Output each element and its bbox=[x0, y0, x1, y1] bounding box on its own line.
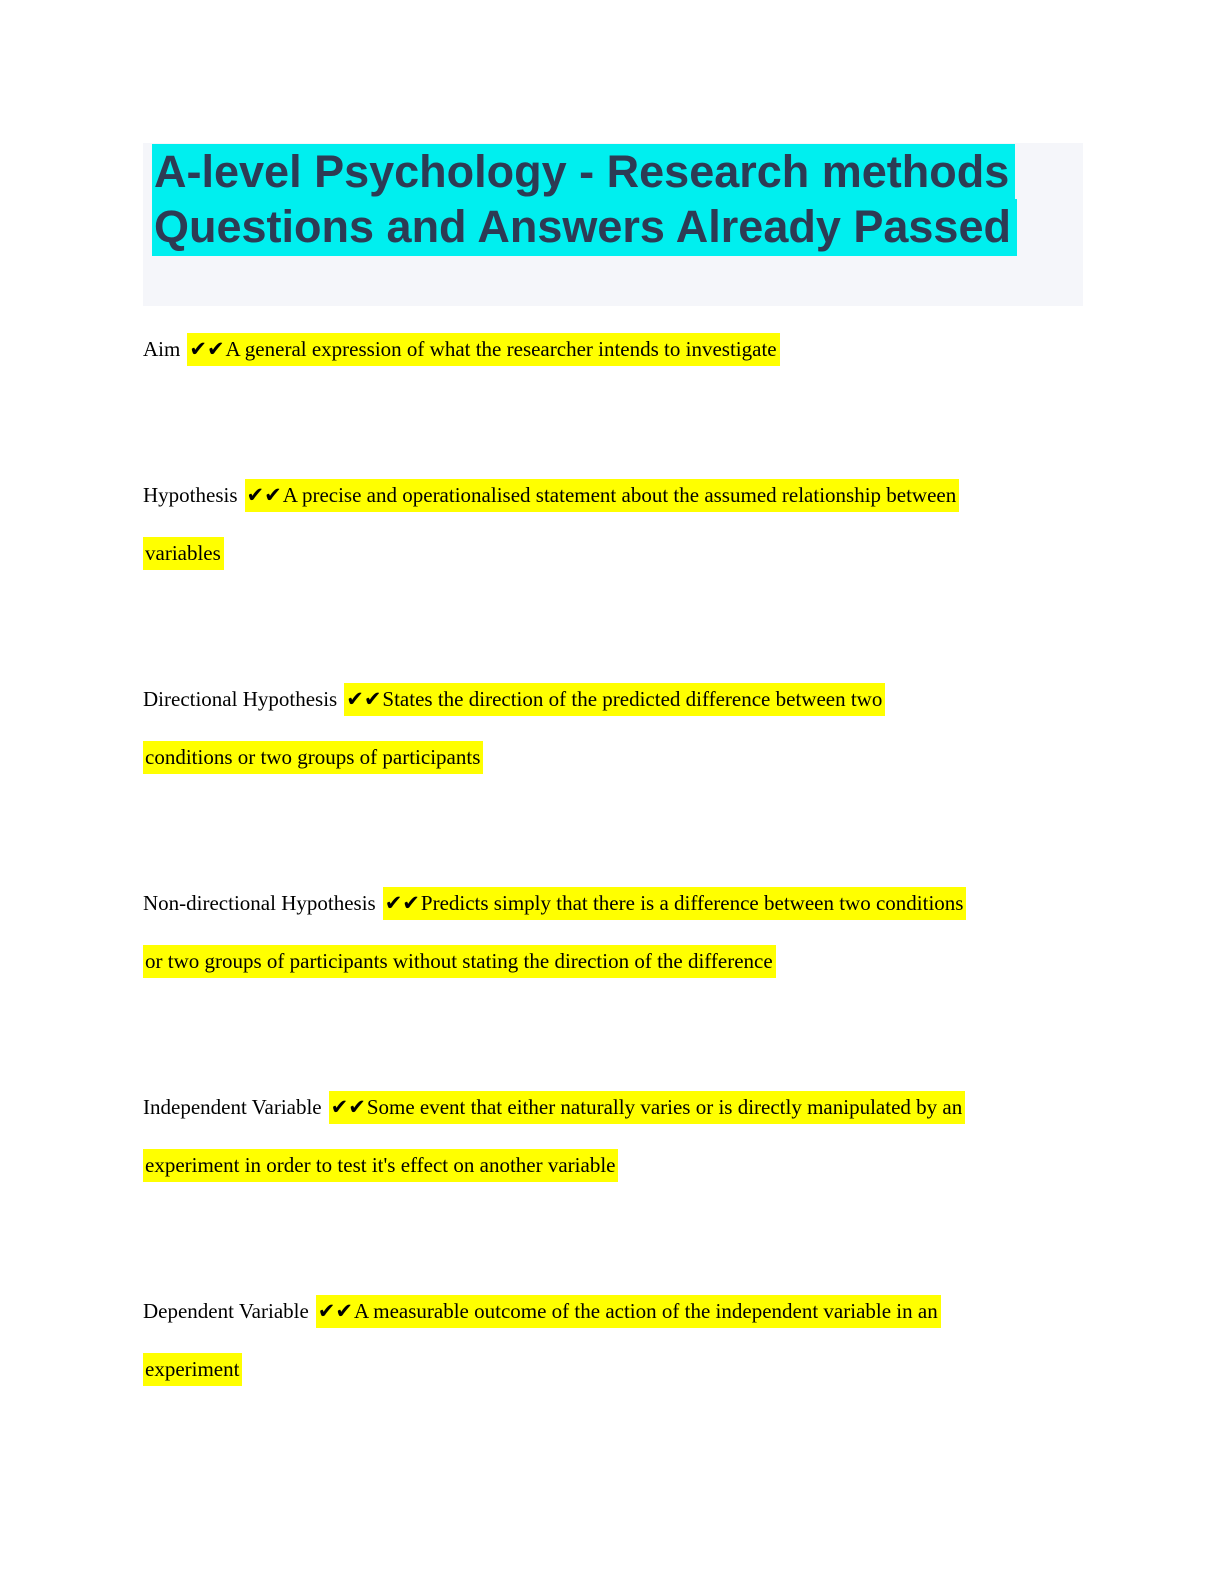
answer-line-2: or two groups of participants without stating the direction of the difference bbox=[143, 945, 776, 978]
answer-line: A general expression of what the researcher intends to investigate bbox=[225, 337, 777, 361]
answer-line: Predicts simply that there is a difference between two conditions bbox=[420, 891, 964, 915]
checkmarks-icon: ✔✔ bbox=[246, 483, 282, 507]
answer-highlight bbox=[329, 1091, 966, 1124]
qa-entry-dependent-variable bbox=[143, 1282, 1083, 1398]
answer-line-2: variables bbox=[143, 537, 224, 570]
title-line-1: A-level Psychology - Research methods bbox=[152, 144, 1015, 201]
answer-line-2: experiment in order to test it's effect on another variable bbox=[143, 1149, 618, 1182]
answer-line-2: experiment bbox=[143, 1353, 242, 1386]
title-band bbox=[143, 143, 1083, 306]
document-title bbox=[152, 144, 1083, 254]
term-label: Aim bbox=[143, 337, 181, 361]
checkmarks-icon: ✔✔ bbox=[317, 1299, 353, 1323]
term-label: Dependent Variable bbox=[143, 1299, 309, 1323]
qa-entry-aim bbox=[143, 320, 1083, 378]
checkmarks-icon: ✔✔ bbox=[330, 1095, 366, 1119]
answer-line: A measurable outcome of the action of the independent variable in an bbox=[354, 1299, 938, 1323]
qa-entry-non-directional-hypothesis bbox=[143, 874, 1083, 990]
checkmarks-icon: ✔✔ bbox=[384, 891, 420, 915]
qa-list bbox=[143, 320, 1083, 1398]
answer-line-2: conditions or two groups of participants bbox=[143, 741, 483, 774]
term-label: Directional Hypothesis bbox=[143, 687, 338, 711]
answer-line: States the direction of the predicted difference between two bbox=[382, 687, 883, 711]
title-line-2: Questions and Answers Already Passed bbox=[152, 199, 1017, 256]
term-label: Hypothesis bbox=[143, 483, 238, 507]
qa-entry-directional-hypothesis bbox=[143, 670, 1083, 786]
answer-highlight bbox=[316, 1295, 941, 1328]
qa-entry-hypothesis bbox=[143, 466, 1083, 582]
qa-entry-independent-variable bbox=[143, 1078, 1083, 1194]
answer-highlight bbox=[383, 887, 967, 920]
answer-highlight bbox=[245, 479, 960, 512]
checkmarks-icon: ✔✔ bbox=[189, 337, 225, 361]
answer-line: Some event that either naturally varies or is directly manipulated by an bbox=[366, 1095, 963, 1119]
term-label: Independent Variable bbox=[143, 1095, 322, 1119]
answer-line: A precise and operationalised statement about the assumed relationship between bbox=[282, 483, 957, 507]
term-label: Non-directional Hypothesis bbox=[143, 891, 376, 915]
answer-highlight bbox=[344, 683, 885, 716]
checkmarks-icon: ✔✔ bbox=[346, 687, 382, 711]
answer-highlight bbox=[187, 333, 779, 366]
